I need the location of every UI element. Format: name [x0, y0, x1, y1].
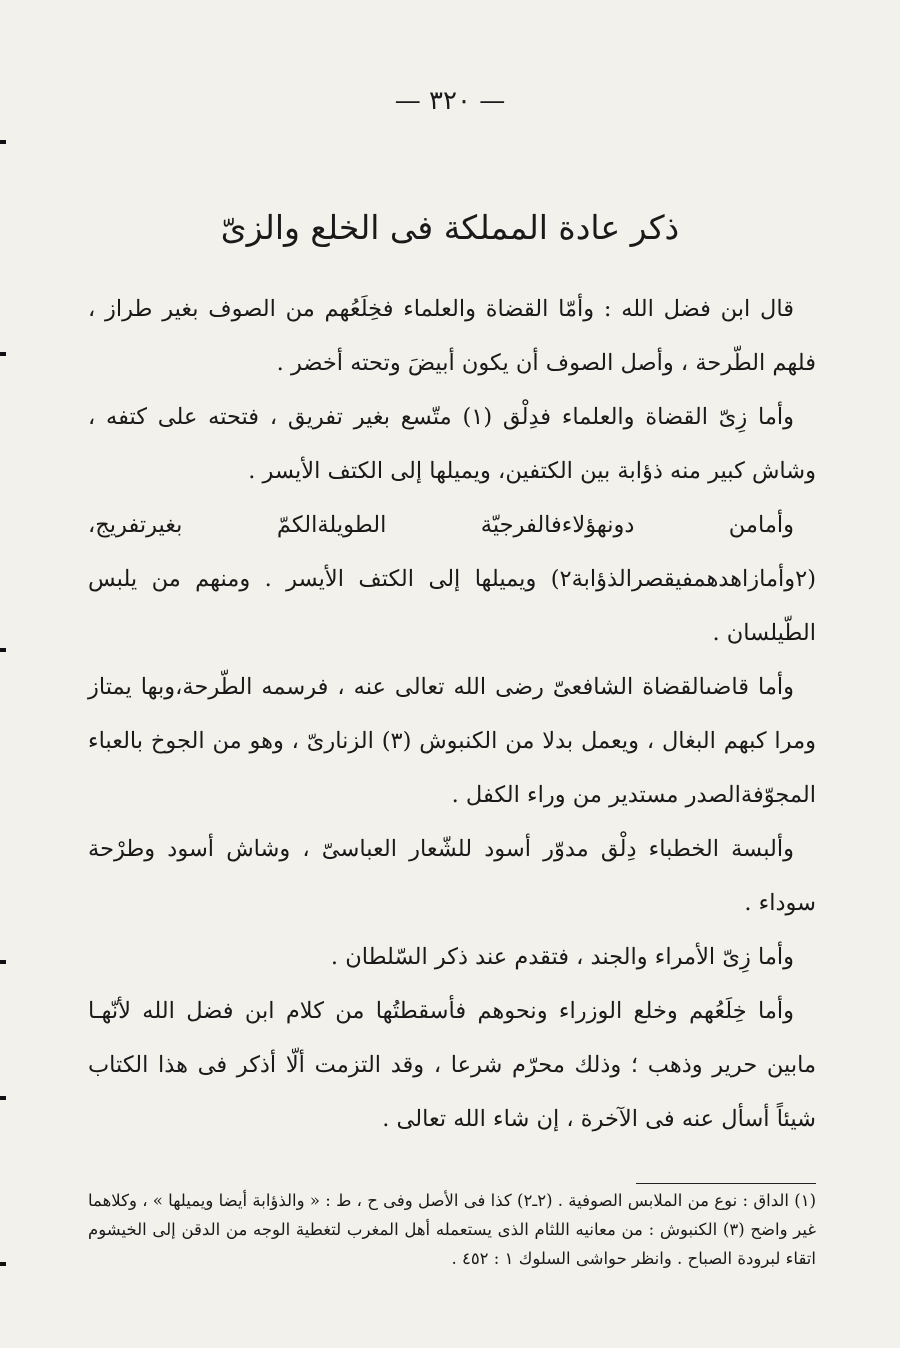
page-number: — ٣٢٠ —: [394, 86, 506, 116]
scan-margin-mark: [0, 960, 6, 964]
scan-margin-mark: [0, 352, 6, 356]
paragraph: وأمامن دونهؤلاءفالفرجيّة الطويلةالكمّ بغيرتفريج، (٢وأمازاهدهمفيقصرالذؤابة٢) ويميلها إلى الكتف الأيسر . ومنهم من يلبس الطّيلسان .: [88, 512, 816, 646]
paragraph: قال ابن فضل الله : وأمّا القضاة والعلماء فخِلَعُهم من الصوف بغير طراز ، فلهم الطّرحة ، وأصل الصوف أن يكون أبيضَ وتحته أخضر .: [88, 296, 816, 376]
footnotes: [88, 1186, 816, 1273]
footnote-text: (١) الداق : نوع من الملابس الصوفية . (٢ـ٢) كذا فى الأصل وفى ح ، ط : « والذؤابة أيضا ويميلها » ، وكلاهما غير واضح (٣) الكنبوش : من معانيه اللثام الذى يستعمله أهل المغرب لتغطية الوجه من الدقن إلى الخيشوم اتقاء لبرودة الصباح . وانظر حواشى السلوك ١ : ٤٥٢ .: [88, 1191, 817, 1268]
scan-margin-mark: [0, 140, 6, 144]
paragraph: وأما زِىّ الأمراء والجند ، فتقدم عند ذكر السّلطان .: [330, 944, 794, 970]
body-text: [88, 282, 816, 1146]
section-heading: ذكر عادة المملكة فى الخلع والزىّ: [220, 208, 680, 247]
paragraph: وأما زِىّ القضاة والعلماء فدِلْق (١) متّسع بغير تفريق ، فتحته على كتفه ، وشاش كبير منه ذؤابة بين الكتفين، ويميلها إلى الكتف الأيسر .: [88, 404, 816, 484]
paragraph: وألبسة الخطباء دِلْق مدوّر أسود للشّعار العباسىّ ، وشاش أسود وطرْحة سوداء .: [88, 836, 816, 916]
scan-margin-mark: [0, 1262, 6, 1266]
footnote-divider: [636, 1183, 816, 1184]
paragraph: وأما خِلَعُهم وخلع الوزراء ونحوهم فأسقطتُها من كلام ابن فضل الله لأنّهـا مابين حرير وذهب ؛ وذلك محرّم شرعا ، وقد التزمت ألّا أذكر فى هذا الكتاب شيئاً أسأل عنه فى الآخرة ، إن شاء الله تعالى .: [88, 998, 816, 1132]
scan-margin-mark: [0, 648, 6, 652]
paragraph: وأما قاضىالقضاة الشافعىّ رضى الله تعالى عنه ، فرسمه الطّرحة،وبها يمتاز ومرا كبهم البغال ، ويعمل بدلا من الكنبوش (٣) الزنارىّ ، وهو من الجوخ بالعباء المجوّفةالصدر مستدير من وراء الكفل .: [88, 674, 816, 808]
scan-margin-mark: [0, 1096, 6, 1100]
